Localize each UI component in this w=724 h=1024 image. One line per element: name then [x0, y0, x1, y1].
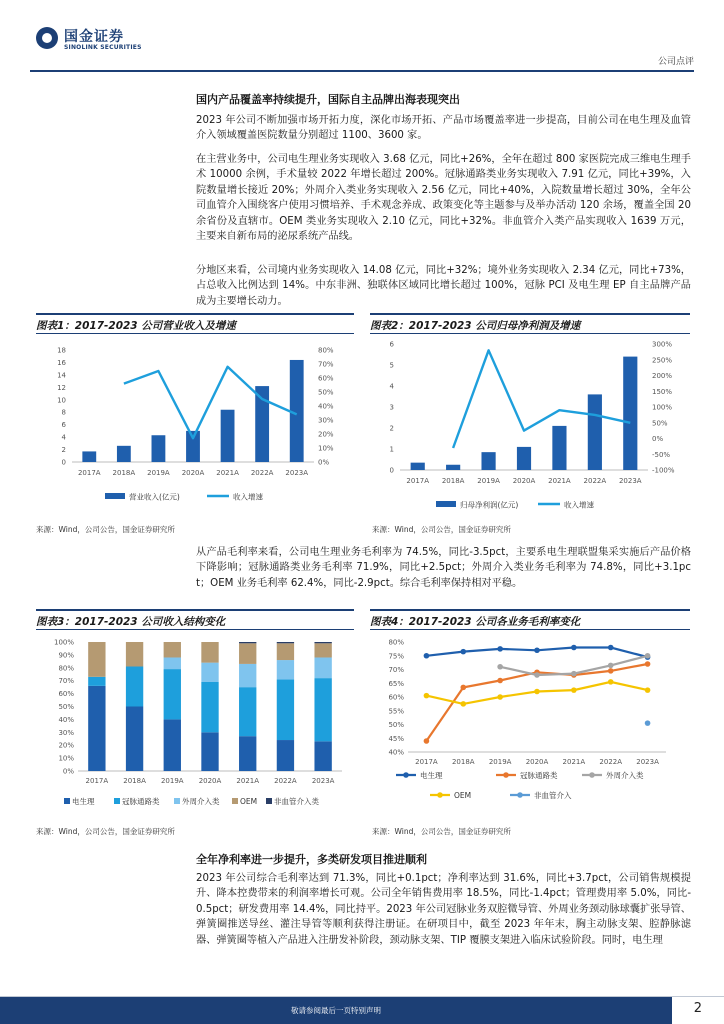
figure4-title-bar [370, 609, 690, 630]
stacked-bar-segment [239, 643, 256, 664]
y-left-tick-label: 0 [389, 466, 394, 475]
series-point [571, 687, 577, 693]
y-right-tick-label: 30% [318, 416, 334, 425]
stacked-bar-segment [277, 642, 294, 643]
logo-cn-text: 国金证券 [64, 29, 124, 45]
series-point [645, 720, 651, 726]
x-tick-label: 2020A [512, 477, 536, 485]
legend-label: 电生理 [420, 771, 443, 780]
legend-label: 收入增速 [233, 492, 263, 502]
x-tick-label: 2020A [525, 758, 549, 766]
y-right-tick-label: 20% [318, 430, 334, 439]
stacked-bar-segment [314, 643, 331, 657]
section1-heading: 国内产品覆盖率持续提升，国际自主品牌出海表现突出 [196, 93, 460, 106]
x-tick-label: 2021A [216, 469, 239, 477]
series-point [497, 678, 503, 684]
x-tick-label: 2021A [562, 758, 586, 766]
series-point [497, 646, 503, 652]
y-right-tick-label: 300% [652, 340, 673, 349]
y-left-tick-label: 16 [57, 358, 66, 367]
x-tick-label: 2017A [415, 758, 438, 766]
series-point [608, 668, 614, 674]
stacked-bar-segment [239, 736, 256, 771]
x-tick-label: 2023A [311, 777, 335, 785]
x-tick-label: 2017A [77, 469, 101, 477]
legend-label: 营业收入(亿元) [129, 492, 180, 502]
y-tick-label: 60% [58, 690, 74, 699]
x-tick-label: 2022A [599, 758, 623, 766]
figure2-title-bar [370, 313, 690, 334]
bar [623, 357, 637, 470]
stacked-bar-segment [314, 642, 331, 643]
bar [552, 426, 566, 470]
y-left-tick-label: 2 [61, 446, 66, 455]
figure2-source: 来源：Wind，公司公告，国金证券研究所 [372, 525, 511, 534]
stacked-bar-segment [277, 679, 294, 740]
y-tick-label: 50% [58, 703, 74, 711]
figure3-title-bar [36, 609, 354, 630]
x-tick-label: 2023A [636, 758, 659, 766]
bar [152, 435, 166, 462]
legend-label: 电生理 [72, 797, 95, 806]
bar [481, 452, 495, 470]
x-tick-label: 2019A [160, 777, 184, 785]
y-left-tick-label: 4 [389, 382, 394, 391]
figure2-chart [370, 336, 690, 514]
legend-swatch-marker [403, 772, 409, 778]
x-tick-label: 2017A [85, 777, 109, 785]
series-point [645, 653, 651, 659]
x-tick-label: 2021A [236, 777, 260, 785]
y-right-tick-label: -50% [652, 450, 671, 459]
legend-swatch-marker [589, 772, 595, 778]
y-tick-label: 70% [58, 677, 74, 686]
stacked-bar-segment [239, 687, 256, 736]
section1-paragraph-2: 在主营业务中，公司电生理业务实现收入 3.68 亿元，同比+26%，全年在超过 800 家医院完成三维电生理手术 10000 余例，手术量较 2022 年增长超过 200%。冠脉通路类业务实现收入 7.91 亿元，同比+39%，入院数量增长接近 20%；外周介入类业务实现收入 2.56 亿元，同比+40%，入院数量增长超过 30%，全年公司血管介入围绕客户使用习惯培养、手术观念养成、政策变化等主题参与及举办活动 120 余场，覆盖全国 20 余省份及直辖市。OEM 类业务实现收入 2.10 亿元，同比+32%。非血管介入类产品实现收入 1639 万元，主要来自新布局的泌尿系统产品线。 [196, 154, 691, 243]
series-point [608, 663, 614, 669]
bar [517, 447, 531, 470]
series-point [534, 672, 540, 678]
y-tick-label: 55% [388, 707, 404, 716]
stacked-bar-segment [164, 642, 181, 657]
stacked-bar-segment [201, 732, 218, 771]
growth-line [124, 367, 297, 438]
bar [221, 410, 235, 462]
y-left-tick-label: 1 [389, 445, 394, 454]
stacked-bar-segment [201, 642, 218, 663]
y-left-tick-label: 5 [389, 361, 394, 370]
x-tick-label: 2019A [477, 477, 500, 485]
legend-swatch-bar [436, 501, 456, 507]
series-point [645, 661, 651, 667]
y-tick-label: 70% [388, 666, 404, 674]
y-tick-label: 75% [388, 652, 404, 661]
y-left-tick-label: 8 [61, 408, 66, 417]
stacked-bar-segment [164, 719, 181, 771]
x-tick-label: 2017A [406, 477, 430, 485]
figure3-chart [36, 632, 354, 818]
legend-label: 冠脉通路类 [520, 771, 558, 780]
y-right-tick-label: 250% [652, 356, 673, 365]
series-point [497, 664, 503, 670]
stacked-bar-segment [277, 740, 294, 771]
y-left-tick-label: 6 [389, 340, 394, 349]
y-right-tick-label: -100% [652, 466, 675, 475]
series-point [571, 645, 577, 651]
x-tick-label: 2018A [112, 469, 136, 477]
y-right-tick-label: 10% [318, 444, 334, 453]
page-number: 2 [693, 1001, 702, 1016]
y-right-tick-label: 150% [652, 387, 673, 396]
y-left-tick-label: 14 [57, 371, 66, 380]
stacked-bar-segment [239, 664, 256, 687]
bar [117, 446, 131, 462]
y-tick-label: 30% [58, 728, 74, 737]
series-point [460, 701, 466, 707]
y-tick-label: 80% [58, 664, 74, 673]
x-tick-label: 2022A [583, 477, 607, 485]
stacked-bar-segment [239, 642, 256, 643]
x-tick-label: 2022A [250, 469, 274, 477]
stacked-bar-segment [314, 657, 331, 678]
figure3-title: 图表3：2017-2023 公司收入结构变化 [36, 616, 226, 628]
y-right-tick-label: 80% [318, 346, 334, 355]
x-tick-label: 2023A [618, 477, 642, 485]
company-logo-icon [36, 27, 58, 49]
y-left-tick-label: 4 [61, 433, 66, 442]
x-tick-label: 2022A [274, 777, 297, 785]
x-tick-label: 2020A [198, 777, 222, 785]
legend-label: 收入增速 [564, 500, 594, 510]
growth-line [453, 350, 630, 448]
series-point [571, 671, 577, 677]
series-point [460, 685, 466, 691]
y-tick-label: 40% [58, 715, 74, 724]
series-point [645, 687, 651, 693]
bar [446, 465, 460, 470]
x-tick-label: 2018A [441, 477, 465, 485]
y-tick-label: 20% [58, 741, 74, 750]
series-point [534, 689, 540, 695]
y-left-tick-label: 0 [61, 458, 66, 467]
y-right-tick-label: 50% [318, 388, 334, 397]
stacked-bar-segment [126, 707, 143, 772]
legend-label: 外周介入类 [182, 797, 220, 806]
y-tick-label: 10% [58, 754, 74, 763]
footer-disclaimer: 敬请参阅最后一页特别声明 [291, 1006, 381, 1015]
x-tick-label: 2019A [147, 469, 170, 477]
header-divider [30, 70, 694, 72]
bar [411, 463, 425, 470]
legend-swatch [232, 798, 238, 804]
gross-margin-paragraph: 从产品毛利率来看，公司电生理业务毛利率为 74.5%，同比-3.5pct，主要系电生理联盟集采实施后产品价格下降影响；冠脉通路类业务毛利率 71.9%，同比+2.5pct；外周介入类业务毛利率为 74.8%，同比+3.1pct；OEM 业务毛利率 62.4%，同比-2.9pct。综合毛利率保持相对平稳。 [196, 547, 691, 589]
y-left-tick-label: 3 [389, 403, 394, 412]
y-right-tick-label: 70% [318, 360, 334, 369]
legend-swatch [114, 798, 120, 804]
legend-label: OEM [454, 791, 472, 800]
legend-label: 非血管介入 [534, 791, 572, 800]
figure1-title-bar [36, 313, 354, 334]
y-right-tick-label: 0% [318, 458, 330, 467]
legend-swatch-marker [517, 792, 523, 798]
y-right-tick-label: 60% [318, 374, 334, 383]
stacked-bar-segment [88, 686, 105, 771]
stacked-bar-segment [164, 657, 181, 669]
section1-paragraph-1: 2023 年公司不断加强市场开拓力度，深化市场开拓、产品市场覆盖率进一步提高，目前公司在电生理及血管介入领域覆盖医院数量分别超过 1100、3600 家。 [196, 115, 691, 142]
y-right-tick-label: 40% [318, 402, 334, 411]
legend-swatch-bar [105, 493, 125, 499]
stacked-bar-segment [314, 678, 331, 741]
legend-label: 外周介入类 [606, 771, 644, 780]
y-left-tick-label: 10 [57, 396, 66, 405]
document-type: 公司点评 [657, 57, 694, 67]
stacked-bar-segment [126, 667, 143, 707]
series-point [497, 694, 503, 700]
stacked-bar-segment [277, 643, 294, 660]
section2-heading: 全年净利率进一步提升，多类研发项目推进顺利 [196, 853, 427, 866]
stacked-bar-segment [88, 642, 105, 677]
bar [82, 451, 96, 462]
y-right-tick-label: 50% [652, 419, 668, 428]
x-tick-label: 2019A [488, 758, 512, 766]
figure1-title: 图表1：2017-2023 公司营业收入及增速 [36, 320, 236, 332]
y-left-tick-label: 18 [57, 346, 66, 355]
figure1-source: 来源：Wind，公司公告，国金证券研究所 [36, 525, 175, 534]
y-tick-label: 100% [53, 638, 74, 647]
legend-label: OEM [240, 797, 258, 806]
y-tick-label: 0% [62, 767, 74, 776]
y-right-tick-label: 200% [652, 372, 673, 380]
stacked-bar-segment [164, 669, 181, 719]
stacked-bar-segment [314, 741, 331, 771]
stacked-bar-segment [201, 663, 218, 682]
y-tick-label: 80% [388, 638, 404, 647]
figure4-title: 图表4：2017-2023 公司各业务毛利率变化 [370, 616, 581, 628]
figure3-source: 来源：Wind，公司公告，国金证券研究所 [36, 827, 175, 836]
figure2-title: 图表2：2017-2023 公司归母净利润及增速 [370, 320, 581, 332]
y-left-tick-label: 12 [57, 383, 66, 392]
legend-swatch [64, 798, 70, 804]
figure4-source: 来源：Wind，公司公告，国金证券研究所 [372, 827, 511, 836]
legend-swatch [174, 798, 180, 804]
bar [588, 394, 602, 470]
legend-label: 归母净利润(亿元) [460, 500, 519, 510]
y-tick-label: 60% [388, 693, 404, 702]
series-point [608, 679, 614, 685]
y-tick-label: 65% [388, 679, 404, 688]
y-left-tick-label: 6 [61, 421, 66, 430]
y-left-tick-label: 2 [389, 424, 394, 433]
series-point [608, 645, 614, 651]
series-point [534, 647, 540, 653]
y-tick-label: 90% [58, 651, 74, 660]
x-tick-label: 2020A [181, 469, 205, 477]
y-right-tick-label: 100% [652, 403, 673, 412]
stacked-bar-segment [126, 642, 143, 667]
stacked-bar-segment [201, 682, 218, 732]
series-point [424, 738, 430, 744]
section1-paragraph-3: 分地区来看，公司境内业务实现收入 14.08 亿元，同比+32%；境外业务实现收入 2.34 亿元，同比+73%，占总收入比例达到 14%。中东非洲、独联体区域同比增长超过 100%，冠脉 PCI 及电生理 EP 自主品牌产品成为主要增长动力。 [196, 265, 691, 307]
y-right-tick-label: 0% [652, 435, 664, 443]
x-tick-label: 2021A [548, 477, 571, 485]
legend-label: 冠脉通路类 [122, 797, 160, 806]
series-point [424, 693, 430, 699]
legend-swatch-marker [503, 772, 509, 778]
y-tick-label: 40% [388, 748, 404, 757]
series-point [424, 653, 430, 659]
legend-label: 非血管介入类 [274, 797, 319, 806]
y-tick-label: 50% [388, 721, 404, 729]
stacked-bar-segment [88, 677, 105, 686]
legend-swatch [266, 798, 272, 804]
legend-swatch-marker [437, 792, 443, 798]
series-point [460, 649, 466, 655]
figure1-chart [36, 336, 354, 514]
y-tick-label: 45% [388, 734, 404, 743]
section2-paragraph-1: 2023 年公司综合毛利率达到 71.3%，同比+0.1pct；净利率达到 31.6%，同比+3.7pct，公司销售规模提升、降本控费带来的利润率增长可观。公司全年销售费用率 18.5%，同比-1.4pct；管理费用率 5.0%，同比-0.5pct；研发费用率 14.4%，同比持平。2023 年公司冠脉业务双腔微导管、外周业务颈动脉球囊扩张导管、弹簧圈推送导丝、灌注导管等顺利获得注册证。在研项目中，截至 2023 年年末，胸主动脉支架、腔静脉滤器、弹簧圈等植入产品进入注册发补阶段，颈动脉支架、TIP 覆膜支架进入临床试验阶段。同时，电生理 [196, 873, 691, 946]
x-tick-label: 2018A [451, 758, 475, 766]
x-tick-label: 2018A [123, 777, 146, 785]
x-tick-label: 2023A [285, 469, 309, 477]
figure4-chart [370, 632, 690, 818]
logo-en-text: SINOLINK SECURITIES [64, 44, 142, 51]
stacked-bar-segment [277, 660, 294, 679]
